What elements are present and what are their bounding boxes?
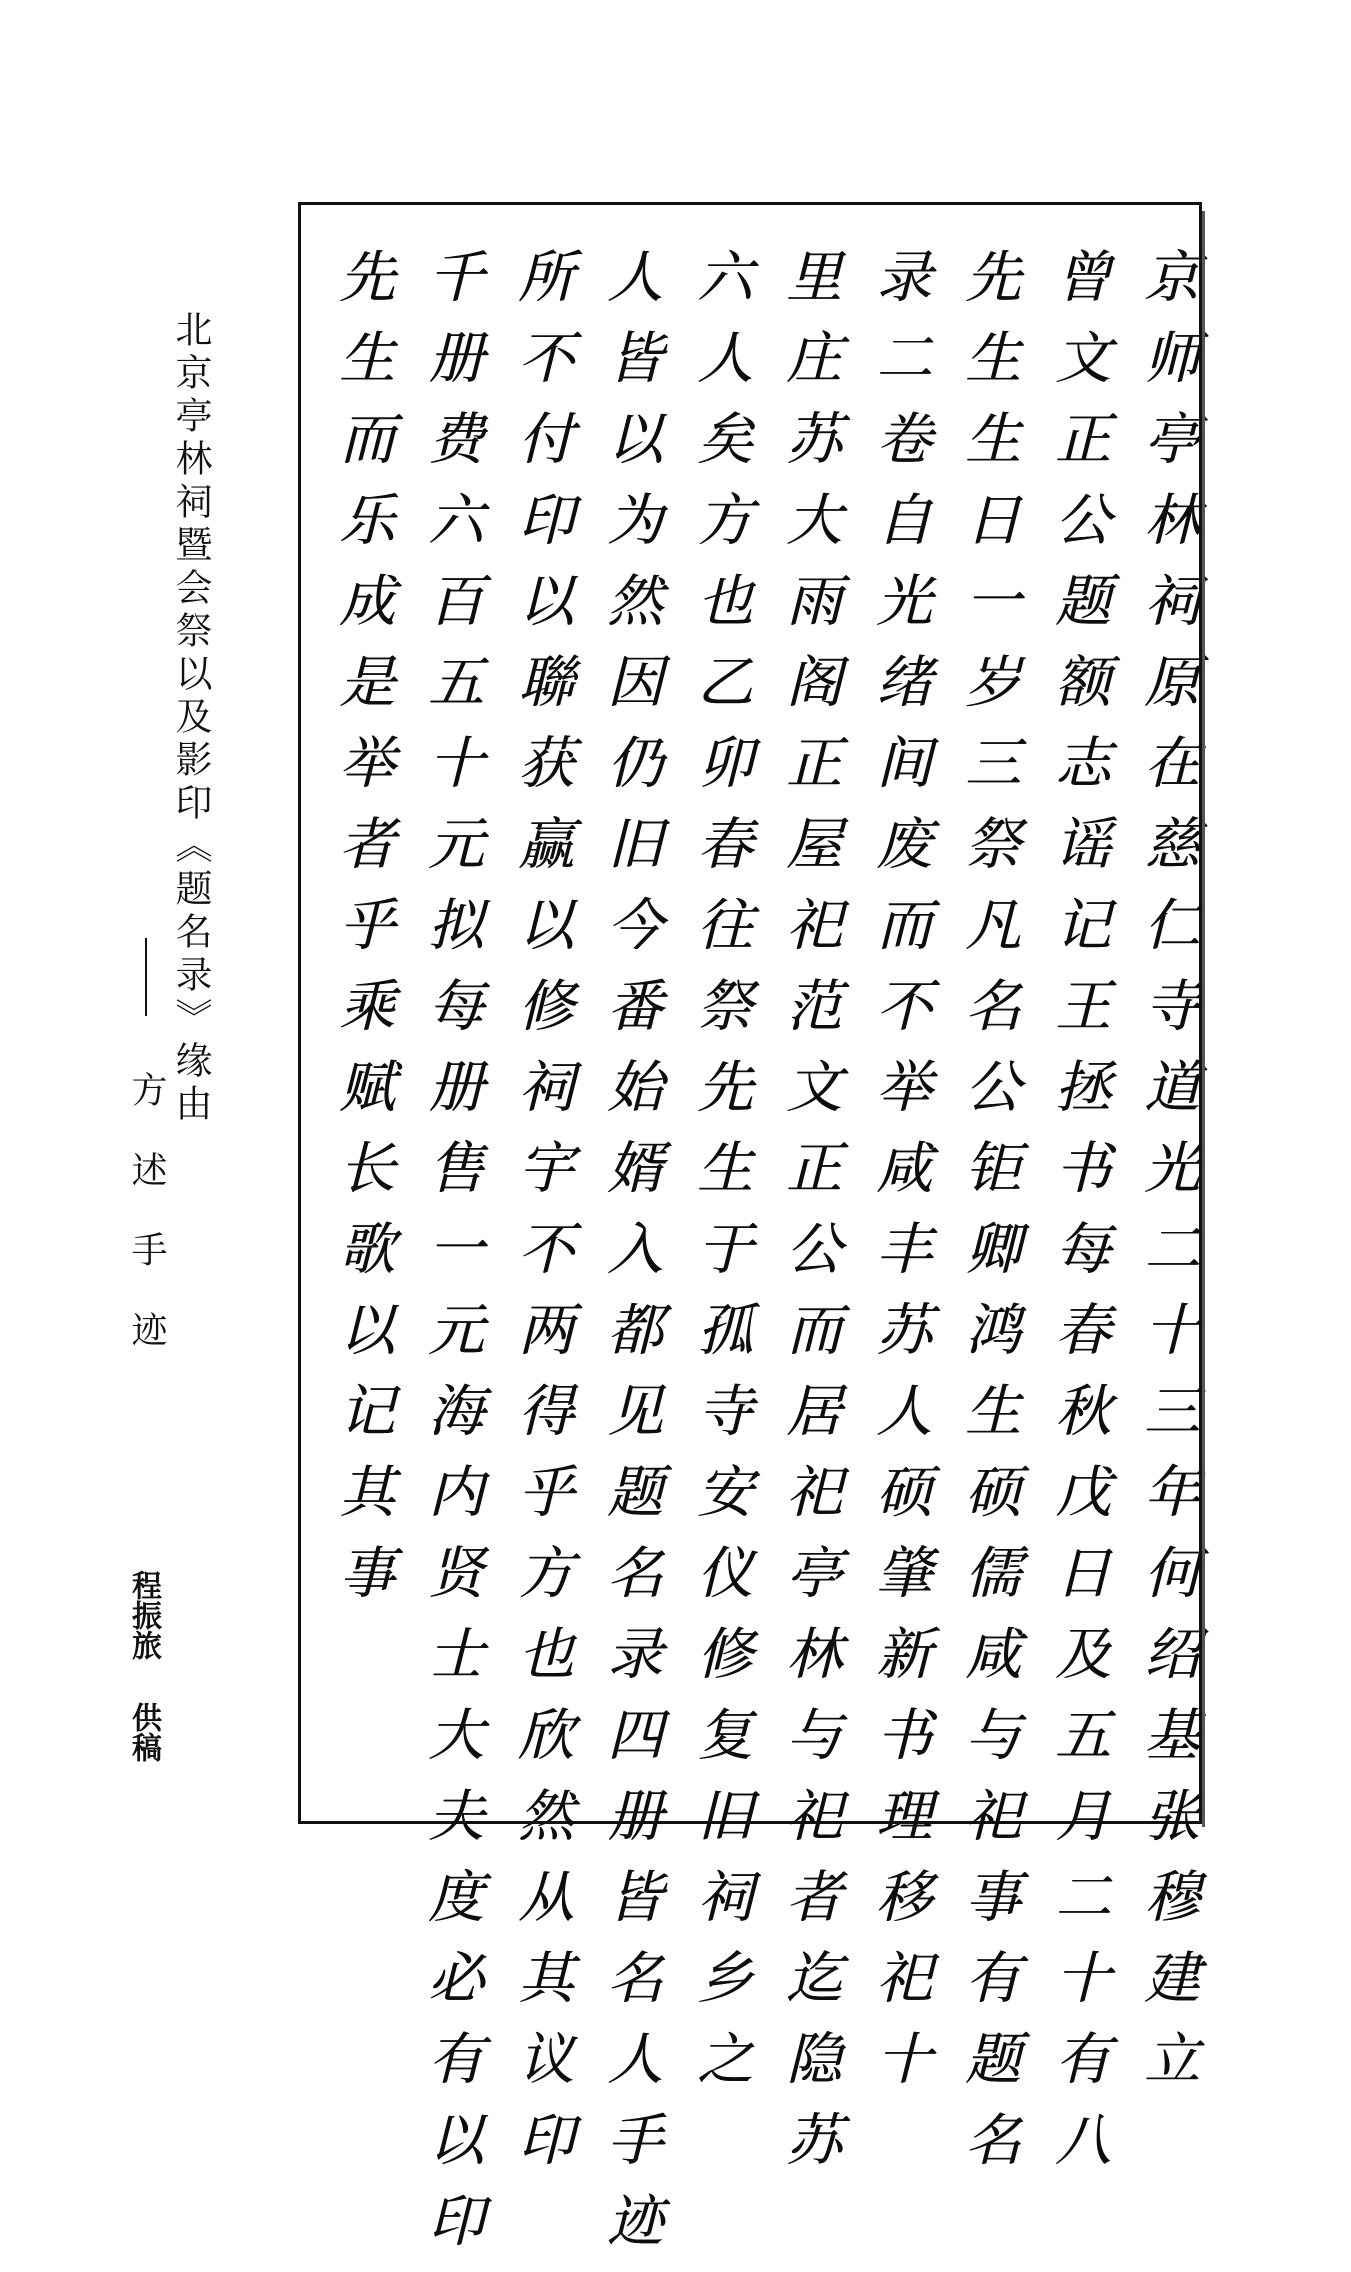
manuscript-column: 京师亭林祠原在慈仁寺道光二十三年何绍基张穆建立 [1135,247,1200,2110]
manuscript-column: 曾文正公题额志谣记王拯书每春秋戊日及五月二十有八 [1046,247,1111,2191]
author-char: 迹 [126,1311,167,1347]
provider-name: 程振旅 [126,1570,161,1660]
author-char: 手 [126,1231,167,1267]
provider-credit [126,1570,161,1762]
manuscript-column: 六人矣方也乙卯春往祭先生于孤寺安仪修复旧祠乡之 [688,247,753,2110]
manuscript-column: 人皆以为然因仍旧今番始婿入都见题名录四册皆名人手迹 [598,247,663,2272]
author-name [126,1071,167,1391]
author-char: 述 [126,1151,167,1187]
dash-line [145,938,147,1016]
manuscript-column: 录二卷自光绪间废而不举咸丰苏人硕肇新书理移祀十 [867,247,932,2110]
provider-note: 供稿 [126,1702,161,1762]
manuscript-column: 先生生日一岁三祭凡名公钜卿鸿生硕儒咸与祀事有题名 [956,247,1021,2191]
manuscript-frame [298,202,1202,2272]
manuscript-column: 里庄苏大雨阁正屋祀范文正公而居祀亭林与祀者迄隐苏 [777,247,842,2191]
manuscript-column: 先生而乐成是举者乎乘赋长歌以记其事 [330,247,395,1624]
manuscript-column: 所不付印以聯获赢以修祠宇不两得乎方也欣然从其议印 [509,247,574,2191]
author-char: 方 [126,1071,167,1107]
page-caption: 北京亭林祠暨会祭以及影印《题名录》缘由 [169,310,212,1127]
author-credit [126,938,167,1391]
manuscript-column: 千册费六百五十元拟每册售一元海内贤士大夫度必有以印 [419,247,484,2272]
